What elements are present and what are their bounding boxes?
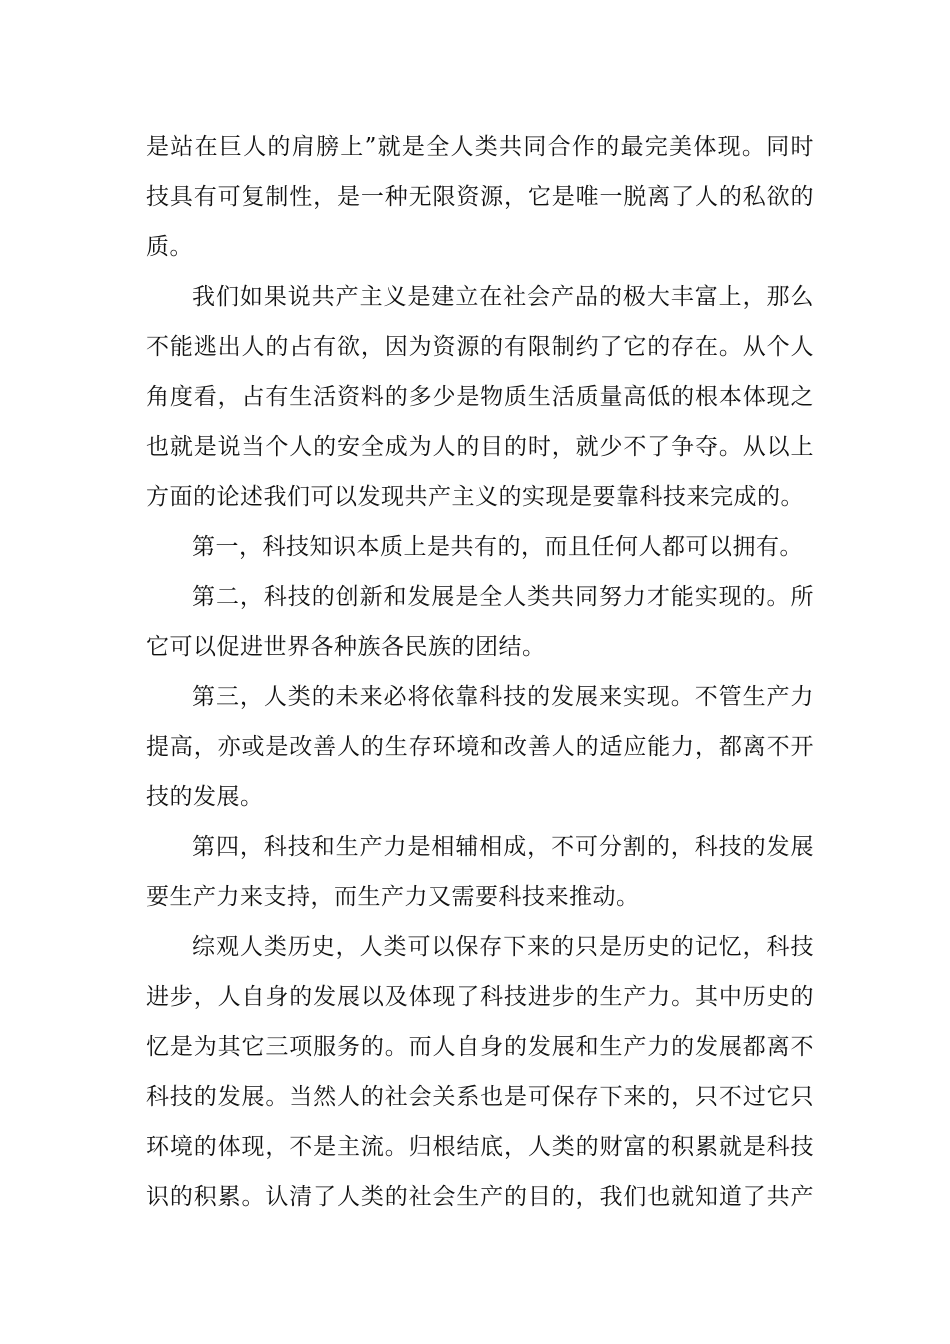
text-line: 识的积累。认清了人类的社会生产的目的，我们也就知道了共产	[146, 1184, 814, 1210]
text-line: 我们如果说共产主义是建立在社会产品的极大丰富上，那么	[192, 284, 814, 310]
text-line: 第四，科技和生产力是相辅相成，不可分割的，科技的发展	[192, 834, 814, 860]
text-line: 不能逃出人的占有欲，因为资源的有限制约了它的存在。从个人	[146, 334, 814, 360]
text-line: 第二，科技的创新和发展是全人类共同努力才能实现的。所	[192, 584, 814, 610]
text-line: 质。	[146, 234, 193, 260]
text-line: 方面的论述我们可以发现共产主义的实现是要靠科技来完成的。	[146, 484, 804, 510]
text-line: 角度看，占有生活资料的多少是物质生活质量高低的根本体现之	[146, 384, 814, 410]
text-line: 是站在巨人的肩膀上”就是全人类共同合作的最完美体现。同时	[146, 134, 814, 160]
text-line: 第一，科技知识本质上是共有的，而且任何人都可以拥有。	[192, 534, 803, 560]
text-line: 第三，人类的未来必将依靠科技的发展来实现。不管生产力	[192, 684, 814, 710]
text-line: 环境的体现，不是主流。归根结底，人类的财富的积累就是科技	[146, 1134, 814, 1160]
text-line: 忆是为其它三项服务的。而人自身的发展和生产力的发展都离不	[146, 1034, 814, 1060]
text-line: 技的发展。	[146, 784, 264, 810]
text-line: 它可以促进世界各种族各民族的团结。	[146, 634, 546, 660]
text-line: 综观人类历史，人类可以保存下来的只是历史的记忆，科技	[192, 934, 814, 960]
text-line: 也就是说当个人的安全成为人的目的时，就少不了争夺。从以上	[146, 434, 814, 460]
text-line: 技具有可复制性，是一种无限资源，它是唯一脱离了人的私欲的	[146, 184, 814, 210]
text-line: 要生产力来支持，而生产力又需要科技来推动。	[146, 884, 640, 910]
text-line: 进步，人自身的发展以及体现了科技进步的生产力。其中历史的	[146, 984, 814, 1010]
text-line: 提高，亦或是改善人的生存环境和改善人的适应能力，都离不开	[146, 734, 814, 760]
body-text	[146, 122, 814, 1222]
text-line: 科技的发展。当然人的社会关系也是可保存下来的，只不过它只	[146, 1084, 814, 1110]
